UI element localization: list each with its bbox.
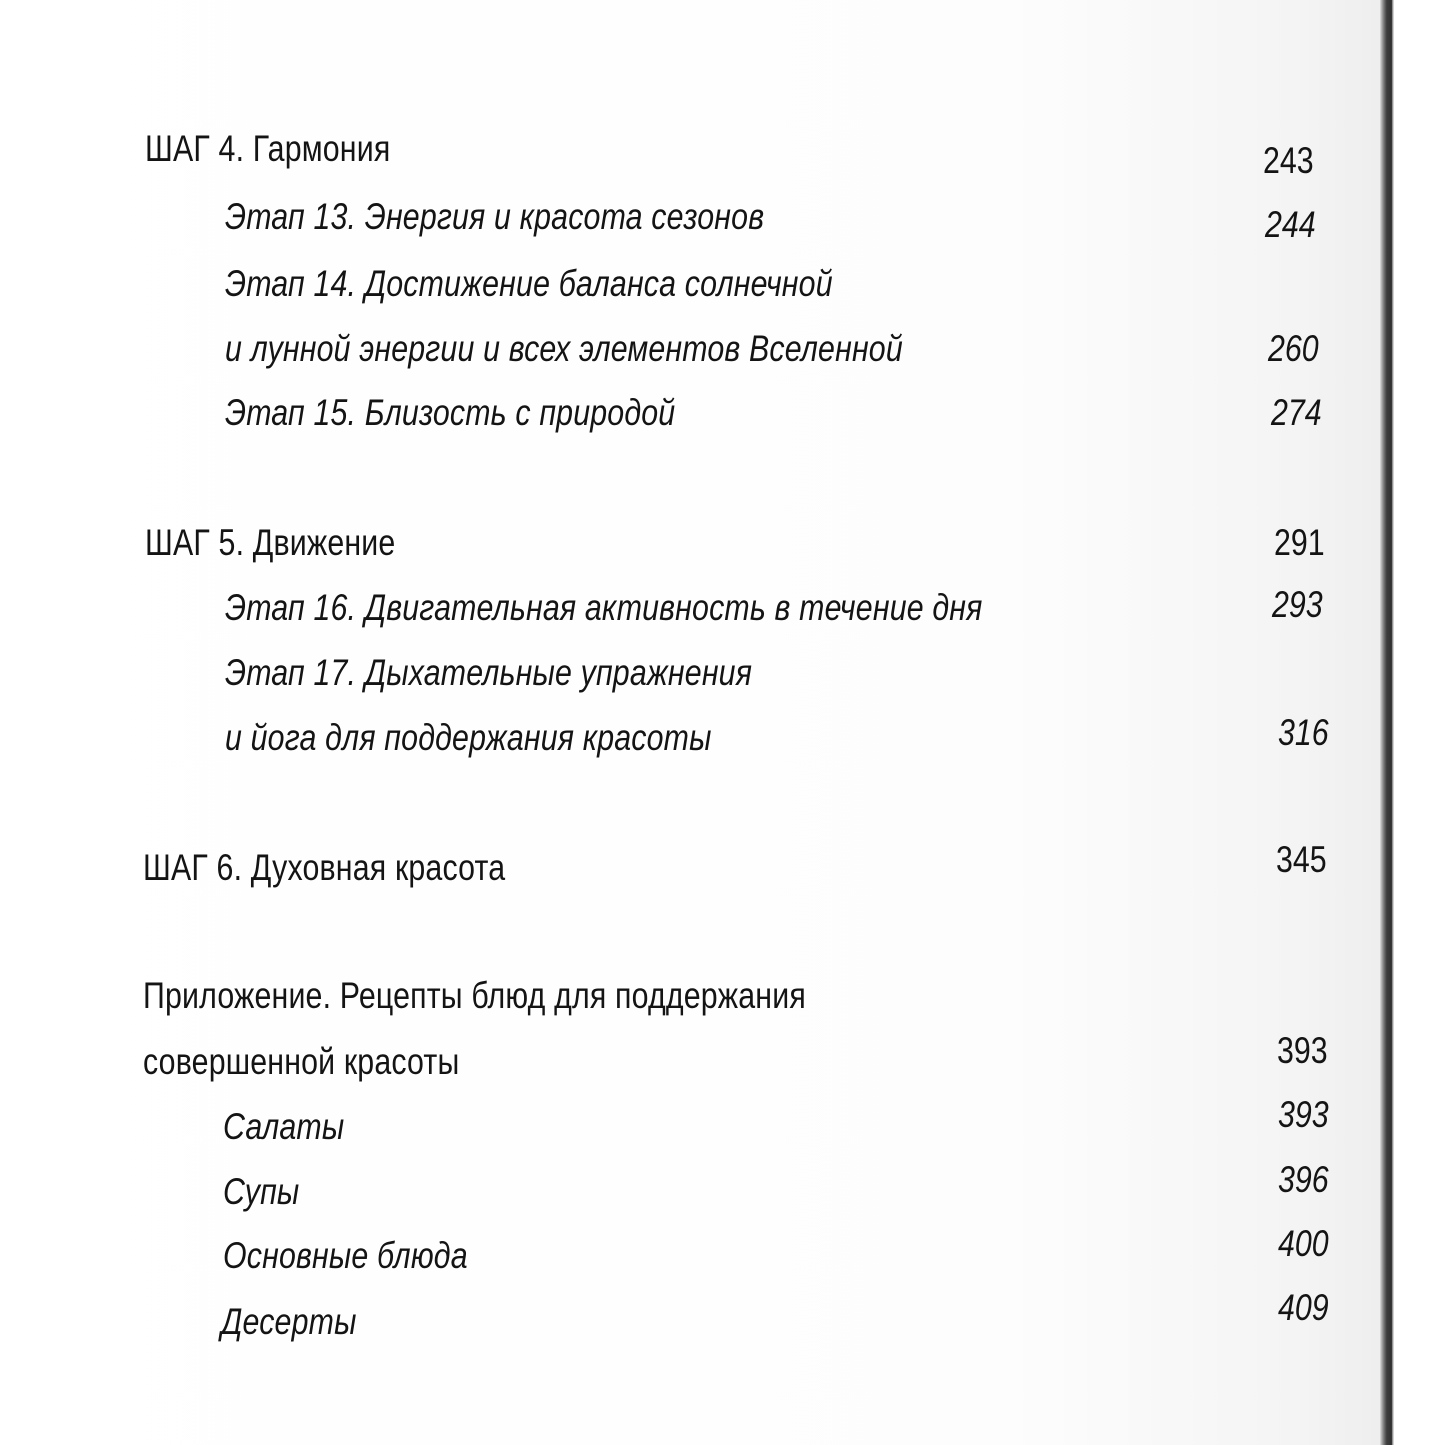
section-title-step5: ШАГ 5. Движение [145, 522, 396, 563]
toc-item-stage17-line2: и йога для поддержания красоты [225, 717, 712, 758]
page-number-appendix: 393 [1277, 1030, 1328, 1071]
page-number-stage17: 316 [1278, 712, 1329, 753]
appendix-title-line2: совершенной красоты [143, 1041, 460, 1082]
toc-item-stage13: Этап 13. Энергия и красота сезонов [225, 196, 765, 237]
toc-item-salads: Салаты [223, 1106, 345, 1147]
page-number-stage15: 274 [1271, 392, 1322, 433]
toc-item-soups: Супы [223, 1171, 300, 1212]
page-number-salads: 393 [1278, 1094, 1329, 1135]
page-number-stage16: 293 [1272, 584, 1323, 625]
page-number-stage14: 260 [1268, 328, 1319, 369]
toc-item-stage16: Этап 16. Двигательная активность в течение дня [225, 587, 983, 628]
page-number-desserts: 409 [1278, 1287, 1329, 1328]
toc-item-stage15: Этап 15. Близость с природой [225, 392, 676, 433]
page-number-soups: 396 [1278, 1159, 1329, 1200]
toc-item-desserts: Десерты [221, 1301, 357, 1342]
toc-item-stage14-line1: Этап 14. Достижение баланса солнечной [225, 263, 833, 304]
page-number-main-dishes: 400 [1278, 1223, 1329, 1264]
appendix-title-line1: Приложение. Рецепты блюд для поддержания [143, 975, 806, 1016]
page-number-step6: 345 [1276, 839, 1327, 880]
section-title-step6: ШАГ 6. Духовная красота [143, 847, 506, 888]
section-title-step4: ШАГ 4. Гармония [145, 128, 391, 169]
toc-item-main-dishes: Основные блюда [223, 1235, 468, 1276]
page-number-stage13: 244 [1265, 204, 1316, 245]
page-number-step4: 243 [1263, 140, 1314, 181]
page-number-step5: 291 [1274, 522, 1325, 563]
toc-item-stage14-line2: и лунной энергии и всех элементов Вселенной [225, 328, 903, 369]
toc-item-stage17-line1: Этап 17. Дыхательные упражнения [225, 652, 753, 693]
